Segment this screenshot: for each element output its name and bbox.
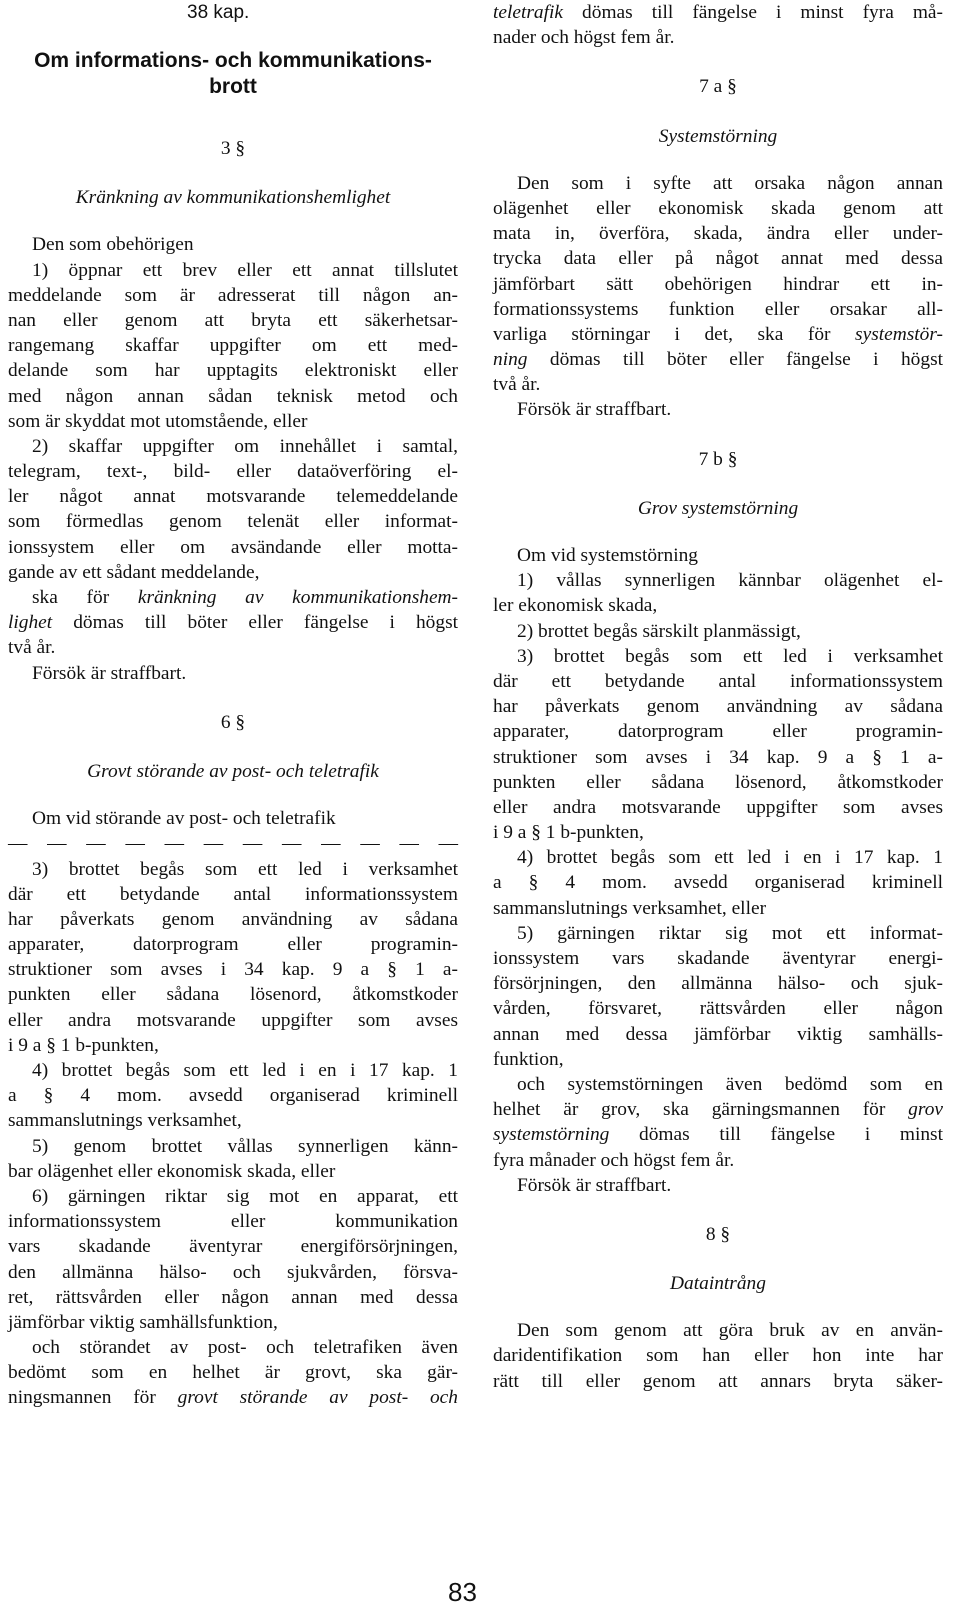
- continuation-line: [493, 0, 943, 25]
- text-line: annan med dessa jämförbar viktig samhälls-: [493, 1023, 943, 1045]
- text-line: ret, rättsvården eller någon annan med dessa: [8, 1286, 458, 1308]
- text-line: 4) brottet begås som ett led i en i 17 kap. 1: [32, 1060, 458, 1081]
- text-line: Om vid störande av post- och teletrafik: [32, 808, 336, 830]
- attempt-line: Försök är straffbart.: [517, 399, 672, 421]
- text-line: i 9 a § 1 b-punkten,: [493, 822, 644, 844]
- text-line: vården, försvaret, rättsvården eller någon: [493, 998, 943, 1020]
- text-line: a § 4 mom. avsedd organiserad kriminell: [493, 872, 943, 894]
- text-line: bedömt som en helhet är grovt, ska gär-: [8, 1362, 458, 1384]
- text-line: struktioner som avses i 34 kap. 9 a § 1 a-: [493, 746, 943, 768]
- penalty-line: [8, 610, 458, 635]
- crime-name: systemstörning: [493, 1124, 610, 1146]
- text-line: 3) brottet begås som ett led i verksamhet: [517, 645, 943, 667]
- text-line: 2) brottet begås särskilt planmässigt,: [517, 620, 801, 642]
- text-line: Om vid systemstörning: [517, 545, 698, 566]
- crime-name: grovt störande av post- och: [177, 1387, 458, 1409]
- penalty-line: [493, 1122, 943, 1147]
- text-line: delande som har upptagits elektroniskt eller: [8, 360, 458, 382]
- text-line: eller andra motsvarande uppgifter som avses: [493, 796, 943, 818]
- text-line: 1) vållas synnerligen kännbar olägenhet el-: [517, 570, 943, 592]
- section-8-number: 8 §: [705, 1223, 731, 1245]
- text-line: där ett betydande antal informationssystem: [8, 883, 458, 905]
- text-line: där ett betydande antal informationssystem: [493, 670, 943, 692]
- section-6-heading: Grovt störande av post- och teletrafik: [87, 760, 379, 782]
- penalty-text: dömas till böter eller fängelse i högst: [52, 612, 458, 634]
- text-line: meddelande som är adresserat till någon an-: [8, 284, 458, 306]
- text-line: telegram, text-, bild- eller dataöverföring el-: [8, 461, 458, 483]
- text-line: har påverkats genom användning av sådana: [493, 696, 943, 718]
- penalty-text: dömas till fängelse i minst: [609, 1124, 943, 1146]
- text-line: ionssystem eller om avsändande eller motta-: [8, 536, 458, 558]
- text-line: a § 4 mom. avsedd organiserad kriminell: [8, 1085, 458, 1107]
- section-7b-heading: Grov systemstörning: [637, 497, 799, 519]
- section-6-body: [8, 806, 458, 1411]
- omission-dashes: — — — — — — — — — — — —: [8, 833, 458, 855]
- text-line: funktion,: [493, 1048, 564, 1070]
- text-line: punkten eller sådana lösenord, åtkomstkoder: [8, 984, 458, 1006]
- text-line: och störandet av post- och teletrafiken även: [32, 1337, 458, 1359]
- crime-name: lighet: [8, 612, 53, 634]
- text-line: 3) brottet begås som ett led i verksamhet: [32, 858, 458, 880]
- section-7b-number: 7 b §: [698, 448, 738, 470]
- section-3-heading: Kränkning av kommunikationshemlighet: [75, 187, 391, 209]
- text-line: två år.: [493, 374, 541, 396]
- text-line: i 9 a § 1 b-punkten,: [8, 1034, 159, 1056]
- text-line: Den som i syfte att orsaka någon annan: [517, 172, 943, 194]
- text-line: sammanslutnings verksamhet, eller: [493, 897, 767, 919]
- penalty-text: ska för: [32, 587, 138, 608]
- text-line: mata in, överföra, skada, ändra eller under-: [493, 223, 943, 245]
- crime-name: systemstör-: [855, 323, 943, 345]
- penalty-text: dömas till böter eller fängelse i högst: [527, 349, 943, 371]
- text-line: bar olägenhet eller ekonomisk skada, eller: [8, 1160, 336, 1182]
- text-line: formationssystems funktion eller orsakar all-: [493, 298, 943, 320]
- text-line: den allmänna hälso- och sjukvården, försva-: [8, 1261, 458, 1283]
- text-line: försörjningen, den allmänna hälso- och sjuk-: [493, 973, 943, 995]
- text-line: två år.: [8, 637, 56, 659]
- penalty-text: ningsmannen för: [8, 1387, 178, 1409]
- text-line: Den som genom att göra bruk av en använ-: [517, 1320, 943, 1342]
- text-line: och systemstörningen även bedömd som en: [517, 1073, 943, 1095]
- text-line: ler något annat motsvarande telemeddelande: [8, 486, 458, 508]
- text-line: ler ekonomisk skada,: [493, 595, 658, 617]
- penalty-line: [493, 322, 943, 347]
- text-line: informationssystem eller kommunikation: [8, 1211, 458, 1233]
- penalty-line: [8, 585, 458, 610]
- text-line: apparater, datorprogram eller programin-: [8, 934, 458, 956]
- text-line: fyra månader och högst fem år.: [493, 1149, 735, 1171]
- crime-name: ning: [493, 349, 528, 371]
- text-line: har påverkats genom användning av sådana: [8, 908, 458, 930]
- chapter-label: 38 kap.: [187, 2, 250, 23]
- right-column: [493, 0, 943, 1394]
- text-line: apparater, datorprogram eller programin-: [493, 721, 943, 743]
- attempt-line: Försök är straffbart.: [32, 662, 187, 684]
- left-column: [8, 0, 458, 1411]
- text-line: eller andra motsvarande uppgifter som avses: [8, 1009, 458, 1031]
- section-7a-number: 7 a §: [699, 76, 737, 98]
- text-line: 2) skaffar uppgifter om innehållet i samtal,: [32, 435, 458, 457]
- text-line: struktioner som avses i 34 kap. 9 a § 1 a-: [8, 959, 458, 981]
- text-line: daridentifikation som han eller hon inte har: [493, 1345, 943, 1367]
- text-line: som är skyddat mot utomstående, eller: [8, 410, 308, 432]
- text-line: jämförbar viktig samhällsfunktion,: [8, 1311, 278, 1333]
- text-line: trycka data eller på något annat med dessa: [493, 248, 943, 270]
- text-line: rangemang skaffar uppgifter om ett med-: [8, 335, 458, 357]
- chapter-title-line-2: brott: [209, 75, 257, 98]
- text-line: med någon annan sådan teknisk metod och: [8, 385, 458, 407]
- penalty-line: [493, 347, 943, 372]
- text-line: 4) brottet begås som ett led i en i 17 kap. 1: [517, 847, 943, 869]
- crime-name: grov: [908, 1099, 943, 1121]
- penalty-line: [493, 1097, 943, 1122]
- text-line: som förmedlas genom telenät eller informat-: [8, 511, 458, 533]
- text-line: vars skadande äventyrar energiförsörjningen,: [8, 1236, 458, 1258]
- text-line: 5) gärningen riktar sig mot ett informat-: [517, 922, 943, 944]
- chapter-title-line-1: Om informations- och kommunikations-: [34, 49, 432, 72]
- section-6-number: 6 §: [220, 711, 246, 733]
- penalty-line: [8, 1385, 458, 1410]
- text-line: rätt till eller genom att annars bryta säker-: [493, 1370, 943, 1392]
- text-line: sammanslutnings verksamhet,: [8, 1110, 242, 1132]
- text-line: punkten eller sådana lösenord, åtkomstkoder: [493, 771, 943, 793]
- text-line: ionssystem vars skadande äventyrar energi-: [493, 948, 943, 969]
- section-7a-heading: Systemstörning: [658, 125, 778, 147]
- crime-name: teletrafik: [493, 2, 563, 23]
- crime-name: kränkning av kommunikationshem-: [137, 587, 459, 608]
- text-line: 1) öppnar ett brev eller ett annat tillslutet: [32, 259, 458, 281]
- penalty-text: dömas till fängelse i minst fyra må-: [563, 2, 943, 23]
- text-line: gande av ett sådant meddelande,: [8, 561, 260, 583]
- text-line: jämförbart sätt obehörigen hindrar ett in-: [493, 273, 943, 295]
- section-3-number: 3 §: [220, 138, 246, 159]
- page-number: 83: [448, 1577, 477, 1607]
- text-line: nan eller genom att bryta ett säkerhetsar-: [8, 309, 458, 331]
- section-3-body: [8, 232, 458, 685]
- text-line: 6) gärningen riktar sig mot en apparat, ett: [32, 1185, 458, 1207]
- section-7a-body: [493, 171, 943, 423]
- penalty-text: varliga störningar i det, ska för: [493, 323, 856, 345]
- text-line: nader och högst fem år.: [493, 27, 675, 49]
- text-line: olägenhet eller ekonomisk skada genom att: [493, 197, 943, 219]
- text-line: Den som obehörigen: [32, 234, 194, 256]
- attempt-line: Försök är straffbart.: [517, 1174, 672, 1196]
- section-8-body: [493, 1318, 943, 1394]
- text-line: 5) genom brottet vållas synnerligen känn-: [32, 1135, 458, 1157]
- penalty-text: helhet är grov, ska gärningsmannen för: [493, 1099, 909, 1121]
- section-7b-body: [493, 543, 943, 1198]
- section-8-heading: Dataintrång: [670, 1273, 766, 1295]
